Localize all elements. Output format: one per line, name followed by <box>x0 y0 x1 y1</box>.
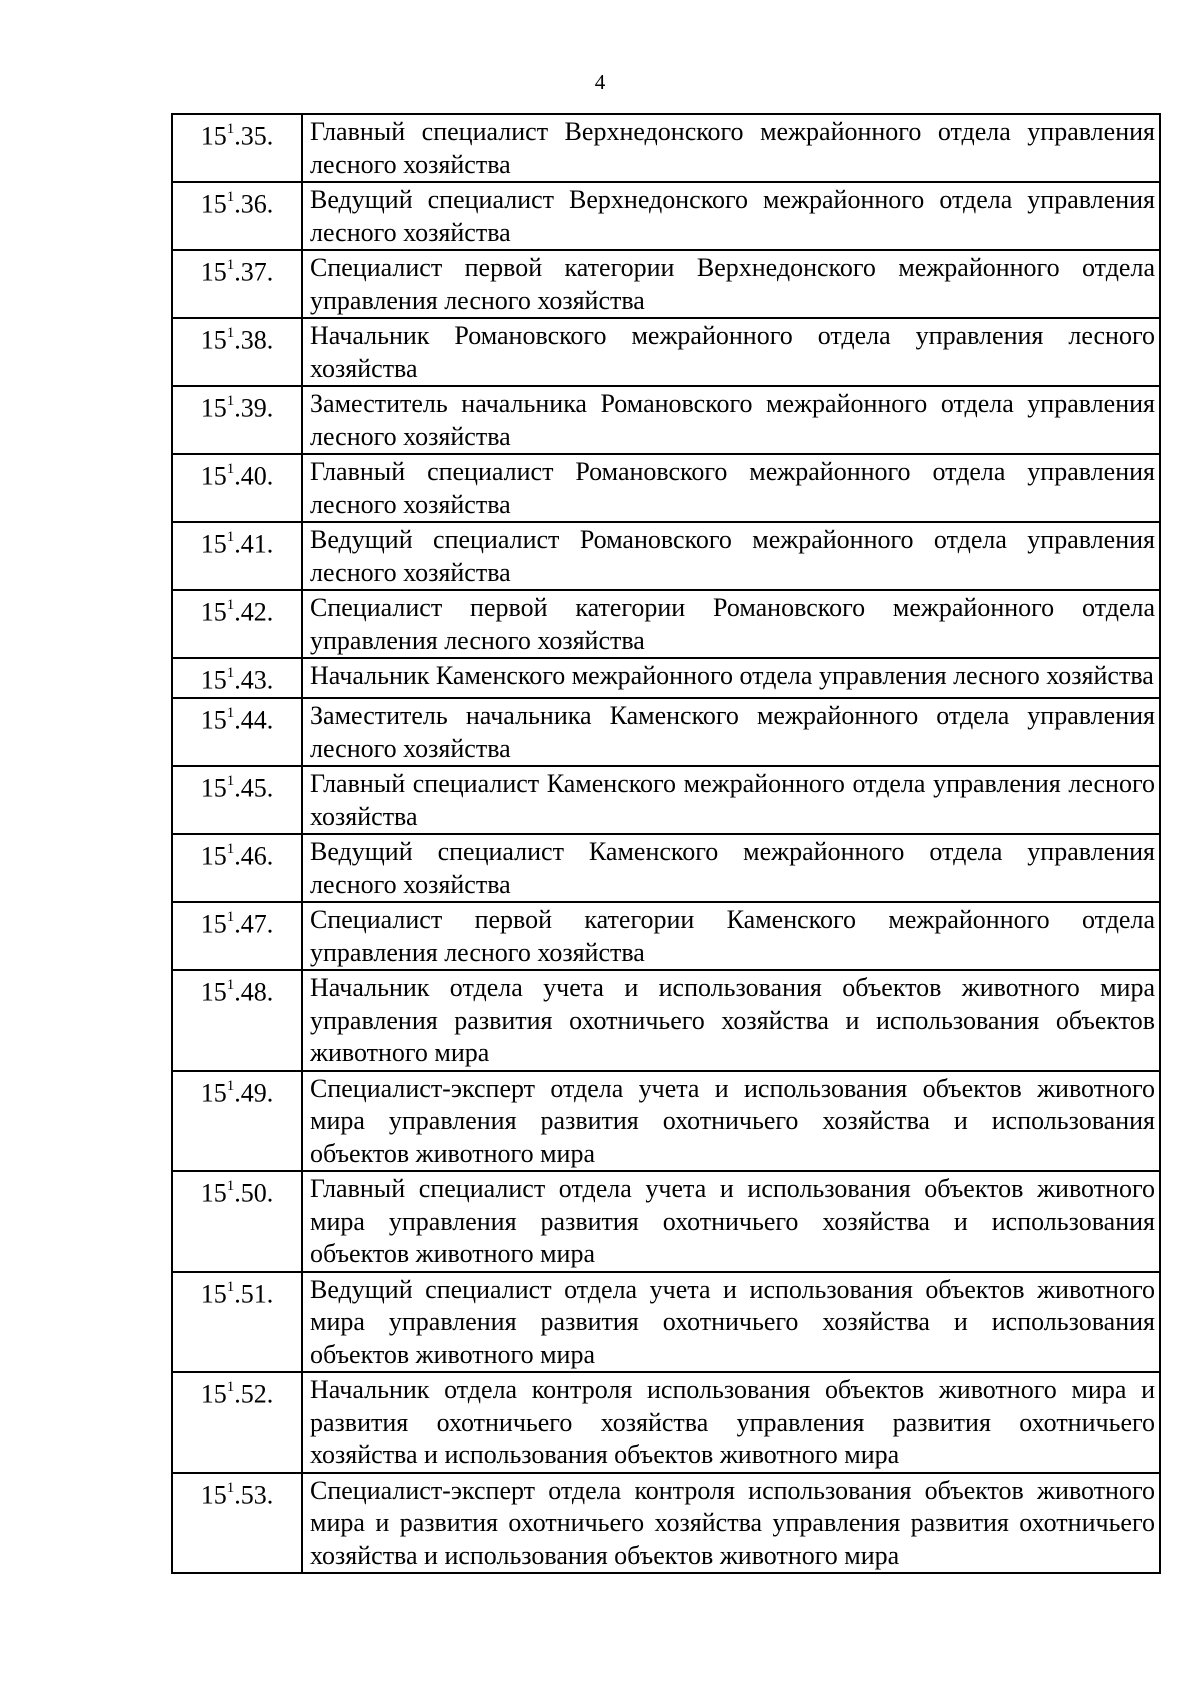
row-number-superscript: 1 <box>226 705 235 722</box>
row-number-suffix: .39. <box>234 393 274 423</box>
row-number-superscript: 1 <box>226 909 235 926</box>
row-number-cell <box>172 114 302 182</box>
position-title: Начальник отдела учета и использования объектов животного мира управления развития охотничьего хозяйства и использования объектов животного мира <box>310 973 1155 1068</box>
row-number-cell <box>172 902 302 970</box>
row-number-base: 15 <box>200 665 227 695</box>
page-number: 4 <box>594 70 606 94</box>
position-title-cell <box>302 1372 1160 1473</box>
table-row <box>172 114 1160 182</box>
position-title-cell <box>302 902 1160 970</box>
row-number-suffix: .50. <box>234 1178 274 1208</box>
row-number-base: 15 <box>200 841 227 871</box>
row-number-suffix: .38. <box>234 325 274 355</box>
row-number-cell <box>172 182 302 250</box>
row-number-suffix: .46. <box>234 841 274 871</box>
position-title-cell <box>302 1071 1160 1172</box>
row-number-superscript: 1 <box>226 665 235 681</box>
position-title: Ведущий специалист Верхнедонского межрайонного отдела управления лесного хозяйства <box>310 185 1155 247</box>
position-title: Главный специалист Верхнедонского межрайонного отдела управления лесного хозяйства <box>310 117 1155 179</box>
row-number-superscript: 1 <box>226 1178 235 1195</box>
row-number-suffix: .53. <box>234 1480 274 1510</box>
position-title-cell <box>302 454 1160 522</box>
row-number-cell <box>172 522 302 590</box>
position-title-cell <box>302 522 1160 590</box>
row-number-suffix: .44. <box>234 705 274 735</box>
position-title: Специалист-эксперт отдела учета и использования объектов животного мира управления развития охотничьего хозяйства и использования объектов животного мира <box>310 1073 1155 1168</box>
table-row <box>172 698 1160 766</box>
row-number-base: 15 <box>200 189 227 219</box>
position-title: Главный специалист отдела учета и использования объектов животного мира управления развития охотничьего хозяйства и использования объектов животного мира <box>310 1174 1155 1269</box>
table-row <box>172 318 1160 386</box>
row-number-superscript: 1 <box>226 977 235 994</box>
position-title-cell <box>302 970 1160 1071</box>
row-number-suffix: .43. <box>234 665 274 695</box>
row-number-cell <box>172 590 302 658</box>
position-title-cell <box>302 182 1160 250</box>
row-number-suffix: .51. <box>234 1279 274 1309</box>
table-row <box>172 766 1160 834</box>
positions-table <box>171 113 1161 1574</box>
row-number-superscript: 1 <box>226 257 235 273</box>
positions-table-body <box>172 114 1160 1573</box>
row-number-base: 15 <box>200 461 227 491</box>
position-title-cell <box>302 658 1160 698</box>
table-row <box>172 834 1160 902</box>
row-number-superscript: 1 <box>226 1479 235 1496</box>
row-number-cell <box>172 1071 302 1172</box>
position-title: Специалист первой категории Верхнедонского межрайонного отдела управления лесного хозяйства <box>310 253 1155 315</box>
position-title-cell <box>302 1272 1160 1373</box>
row-number-cell <box>172 454 302 522</box>
row-number-suffix: .40. <box>234 461 274 491</box>
row-number-suffix: .48. <box>234 977 274 1007</box>
row-number-superscript: 1 <box>226 1278 235 1295</box>
table-row <box>172 658 1160 698</box>
table-row <box>172 1071 1160 1172</box>
row-number-suffix: .49. <box>234 1078 274 1108</box>
row-number-suffix: .41. <box>234 529 274 559</box>
row-number-base: 15 <box>200 325 227 355</box>
row-number-superscript: 1 <box>226 393 235 409</box>
row-number-suffix: .52. <box>234 1379 274 1409</box>
position-title: Специалист первой категории Романовского межрайонного отдела управления лесного хозяйства <box>310 593 1155 655</box>
table-row <box>172 590 1160 658</box>
row-number-superscript: 1 <box>226 325 235 341</box>
row-number-base: 15 <box>200 393 227 423</box>
row-number-base: 15 <box>200 1480 227 1510</box>
position-title-cell <box>302 1473 1160 1574</box>
table-row <box>172 386 1160 454</box>
table-row <box>172 970 1160 1071</box>
position-title: Главный специалист Романовского межрайонного отдела управления лесного хозяйства <box>310 457 1155 519</box>
row-number-base: 15 <box>200 597 227 627</box>
position-title-cell <box>302 318 1160 386</box>
row-number-base: 15 <box>200 121 227 151</box>
row-number-base: 15 <box>200 909 227 939</box>
row-number-cell <box>172 1372 302 1473</box>
table-row <box>172 182 1160 250</box>
position-title: Ведущий специалист Романовского межрайонного отдела управления лесного хозяйства <box>310 525 1155 587</box>
row-number-base: 15 <box>200 773 227 803</box>
row-number-base: 15 <box>200 1178 227 1208</box>
position-title: Начальник Каменского межрайонного отдела управления лесного хозяйства <box>310 661 1154 690</box>
position-title-cell <box>302 1171 1160 1272</box>
position-title-cell <box>302 766 1160 834</box>
position-title-cell <box>302 386 1160 454</box>
row-number-suffix: .36. <box>234 189 274 219</box>
row-number-base: 15 <box>200 705 227 735</box>
row-number-suffix: .47. <box>234 909 274 939</box>
row-number-cell <box>172 1272 302 1373</box>
position-title-cell <box>302 250 1160 318</box>
row-number-base: 15 <box>200 977 227 1007</box>
row-number-cell <box>172 250 302 318</box>
table-row <box>172 454 1160 522</box>
position-title-cell <box>302 834 1160 902</box>
row-number-base: 15 <box>200 1078 227 1108</box>
row-number-base: 15 <box>200 529 227 559</box>
position-title: Заместитель начальника Романовского межрайонного отдела управления лесного хозяйства <box>310 389 1155 451</box>
position-title-cell <box>302 698 1160 766</box>
position-title: Начальник Романовского межрайонного отдела управления лесного хозяйства <box>310 321 1155 383</box>
row-number-cell <box>172 1473 302 1574</box>
position-title: Главный специалист Каменского межрайонного отдела управления лесного хозяйства <box>310 769 1155 831</box>
position-title: Специалист-эксперт отдела контроля использования объектов животного мира и развития охотничьего хозяйства управления развития охотничьего хозяйства и использования объектов животного мира <box>310 1475 1155 1570</box>
row-number-base: 15 <box>200 1379 227 1409</box>
row-number-suffix: .37. <box>234 257 274 287</box>
row-number-base: 15 <box>200 257 227 287</box>
row-number-superscript: 1 <box>226 1379 235 1396</box>
position-title: Заместитель начальника Каменского межрайонного отдела управления лесного хозяйства <box>310 701 1155 763</box>
row-number-suffix: .45. <box>234 773 274 803</box>
row-number-superscript: 1 <box>226 597 235 613</box>
position-title: Ведущий специалист Каменского межрайонного отдела управления лесного хозяйства <box>310 837 1155 899</box>
row-number-superscript: 1 <box>226 773 235 790</box>
row-number-cell <box>172 834 302 902</box>
row-number-cell <box>172 698 302 766</box>
position-title: Ведущий специалист отдела учета и использования объектов животного мира управления развития охотничьего хозяйства и использования объектов животного мира <box>310 1274 1155 1369</box>
row-number-cell <box>172 386 302 454</box>
table-row <box>172 1372 1160 1473</box>
table-row <box>172 250 1160 318</box>
row-number-suffix: .35. <box>234 121 274 151</box>
table-row <box>172 1171 1160 1272</box>
row-number-cell <box>172 658 302 698</box>
table-row <box>172 522 1160 590</box>
row-number-superscript: 1 <box>226 841 235 858</box>
table-row <box>172 1272 1160 1373</box>
row-number-cell <box>172 970 302 1071</box>
row-number-cell <box>172 318 302 386</box>
row-number-superscript: 1 <box>226 461 235 477</box>
position-title: Специалист первой категории Каменского межрайонного отдела управления лесного хозяйства <box>310 905 1155 967</box>
table-row <box>172 902 1160 970</box>
position-title-cell <box>302 114 1160 182</box>
row-number-cell <box>172 766 302 834</box>
row-number-superscript: 1 <box>226 121 235 137</box>
row-number-superscript: 1 <box>226 1077 235 1094</box>
position-title: Начальник отдела контроля использования объектов животного мира и развития охотничьего хозяйства управления развития охотничьего хозяйства и использования объектов животного мира <box>310 1375 1155 1470</box>
position-title-cell <box>302 590 1160 658</box>
row-number-base: 15 <box>200 1279 227 1309</box>
table-row <box>172 1473 1160 1574</box>
row-number-superscript: 1 <box>226 529 235 545</box>
row-number-suffix: .42. <box>234 597 274 627</box>
row-number-superscript: 1 <box>226 189 235 205</box>
row-number-cell <box>172 1171 302 1272</box>
